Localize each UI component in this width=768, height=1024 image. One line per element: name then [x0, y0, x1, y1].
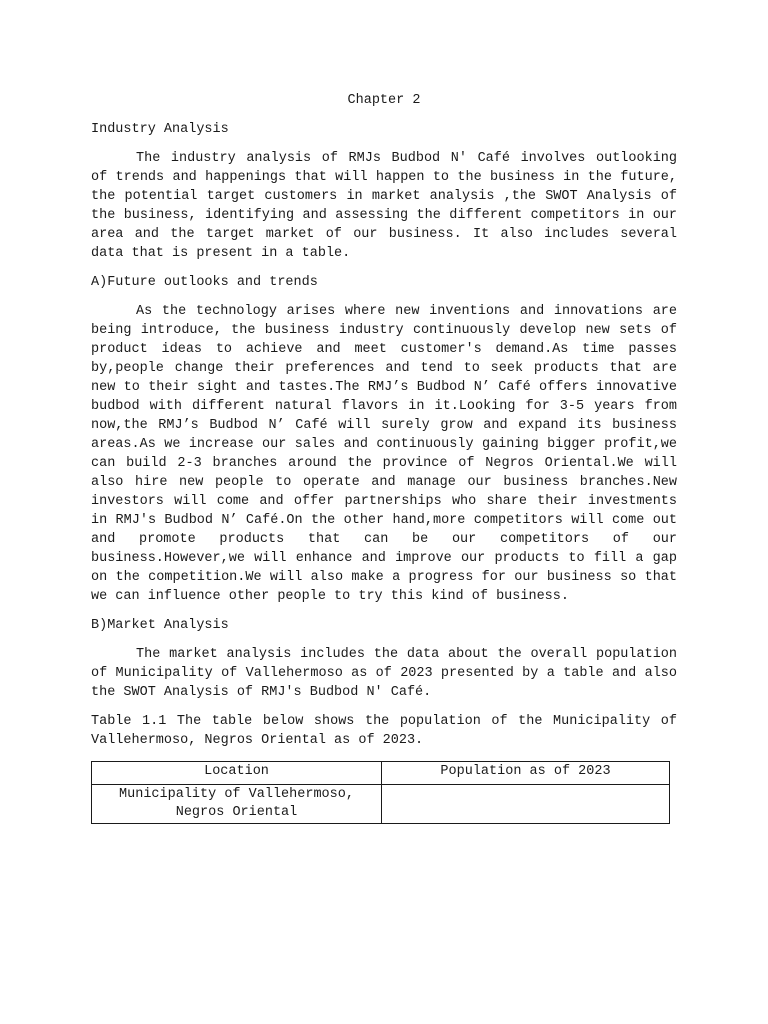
industry-analysis-heading: Industry Analysis [91, 122, 229, 137]
market-analysis-paragraph: The market analysis includes the data about the overall population of Municipality of Vallehermoso as of 2023 presented by a table and also the SWOT Analysis of RMJ's Budbod N' Café. [91, 647, 677, 700]
population-table [91, 761, 670, 824]
future-outlooks-paragraph: As the technology arises where new inventions and innovations are being introduce, the business industry continuously develop new sets of product ideas to achieve and meet customer's demand.As time passes by,people change their preferences and tend to seek products that are new to their sight and tastes.The RMJ’s Budbod N’ Café offers innovative budbod with different natural flavors in it.Looking for 3-5 years from now,the RMJ’s Budbod N’ Café will surely grow and expand its business areas.As we increase our sales and continuously gaining bigger profit,we can build 2-3 branches around the province of Negros Oriental.We will also hire new people to operate and manage our business branches.New investors will come and offer partnerships who share their investments in RMJ's Budbod N’ Café.On the other hand,more competitors will come out and promote products that can be our competitors of our business.However,we will enhance and improve our products to fill a gap on the competition.We will also make a progress for our business so that we can influence other people to try this kind of business. [91, 304, 677, 604]
industry-analysis-paragraph: The industry analysis of RMJs Budbod N' Café involves outlooking of trends and happenings that will happen to the business in the future, the potential target customers in market analysis ,the SWOT Analysis of the business, identifying and assessing the different competitors in our area and the target market of our business. It also includes several data that is present in a table. [91, 151, 677, 261]
table-caption: Table 1.1 The table below shows the population of the Municipality of Vallehermoso, Negros Oriental as of 2023. [91, 714, 677, 748]
table-header-row [92, 762, 670, 785]
location-column-header: Location [92, 762, 382, 785]
market-analysis-heading: B)Market Analysis [91, 618, 229, 633]
population-cell [382, 785, 670, 824]
future-outlooks-heading: A)Future outlooks and trends [91, 275, 318, 290]
document-page [91, 91, 677, 824]
chapter-title: Chapter 2 [347, 93, 421, 108]
population-column-header: Population as of 2023 [382, 762, 670, 785]
location-cell: Municipality of Vallehermoso, Negros Oriental [92, 785, 382, 824]
table-row [92, 785, 670, 824]
